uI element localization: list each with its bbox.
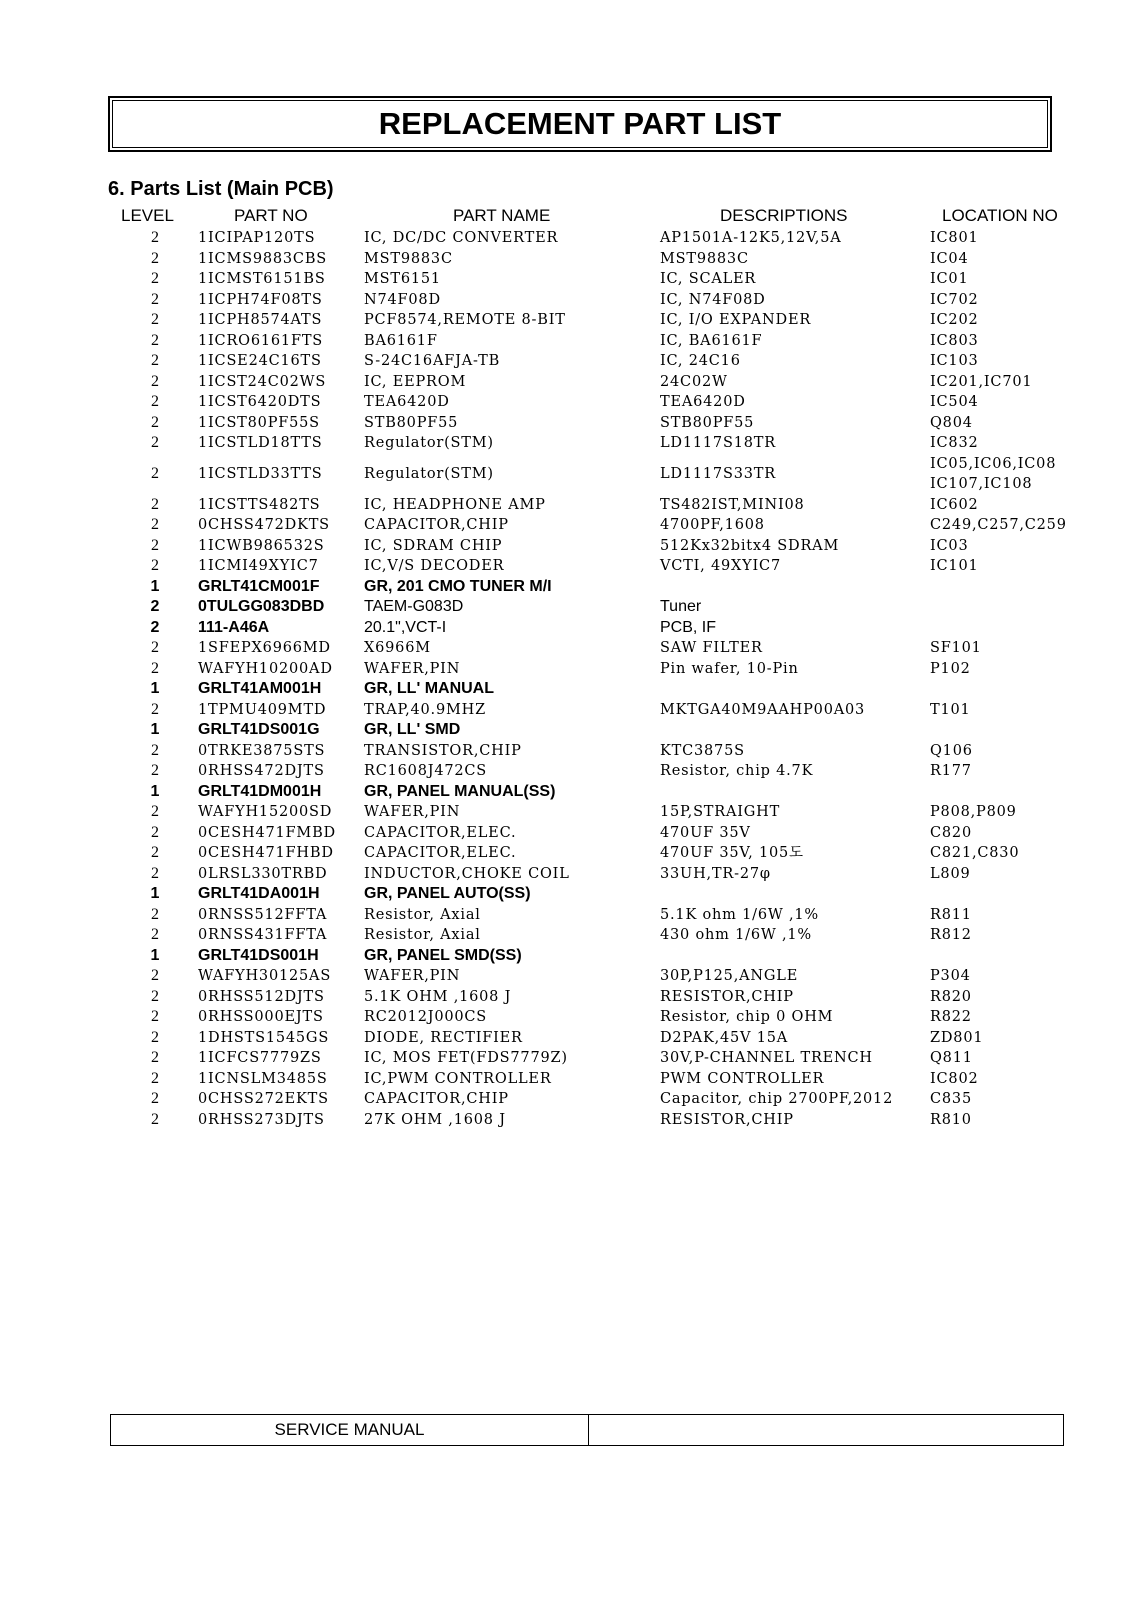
cell-description: Resistor, chip 0 OHM [660,1009,834,1025]
table-row [0,495,1131,516]
cell-level: 2 [151,557,159,574]
cell-level: 2 [151,1110,159,1128]
header-level: LEVEL [121,206,174,225]
cell-location: P808,P809 [930,804,1017,820]
cell-level: 2 [151,926,159,943]
cell-location: IC832 [930,435,979,451]
cell-part-name: IC, SDRAM CHIP [364,537,503,554]
cell-part-name: MST6151 [364,271,441,287]
cell-description: RESISTOR,CHIP [660,1111,794,1128]
table-row [0,249,1131,270]
cell-part-name: TRAP,40.9MHZ [364,701,486,718]
table-row [0,823,1131,844]
header-part-no: PART NO [234,206,308,225]
table-row [0,290,1131,311]
cell-description: 30V,P-CHANNEL TRENCH [660,1050,873,1066]
cell-part-no: 1ICMS9883CBS [198,250,328,267]
cell-part-name: Regulator(STM) [364,465,494,482]
cell-part-no: 1ICIPAP120TS [198,230,316,246]
table-row [0,1110,1131,1131]
cell-location: C820 [930,824,972,841]
cell-level: 2 [151,987,159,1005]
table-row [0,433,1131,454]
section-title: 6. Parts List (Main PCB) [108,178,334,200]
cell-level: 2 [151,762,159,779]
cell-part-name: Regulator(STM) [364,435,494,451]
cell-part-name: TAEM-G083D [364,598,464,615]
cell-part-no: 1ICST6420DTS [198,394,322,410]
cell-level: 2 [151,823,159,841]
cell-part-no: WAFYH10200AD [198,660,333,677]
cell-part-name: CAPACITOR,CHIP [364,1091,509,1107]
cell-part-name: IC,V/S DECODER [364,558,505,574]
cell-description: 430 ohm 1/6W ,1% [660,927,812,943]
cell-description: 4700PF,1608 [660,517,765,533]
cell-part-no: 1ICMI49XYIC7 [198,558,319,574]
cell-level: 2 [151,464,159,482]
cell-part-name: Resistor, Axial [364,927,481,943]
table-row [0,351,1131,372]
cell-location: IC101 [930,558,979,574]
table-row [0,515,1131,536]
cell-level: 2 [151,270,159,287]
cell-level: 2 [151,1069,159,1087]
cell-level: 2 [151,229,159,246]
cell-location: Q804 [930,414,973,431]
cell-part-no: 1ICWB986532S [198,537,325,554]
cell-level: 2 [151,372,159,390]
cell-location: R177 [930,763,972,779]
table-row [0,392,1131,413]
cell-part-name: INDUCTOR,CHOKE COIL [364,865,570,882]
cell-level: 1 [150,946,160,964]
cell-level: 2 [151,1049,159,1066]
table-row [0,925,1131,946]
cell-description: IC, SCALER [660,271,757,287]
cell-part-no: 0LRSL330TRBD [198,865,328,882]
cell-part-no: 111-A46A [198,618,270,636]
cell-part-name: IC, MOS FET(FDS7779Z) [364,1050,568,1066]
cell-level: 2 [151,905,159,923]
cell-description: Capacitor, chip 2700PF,2012 [660,1091,894,1107]
cell-level: 1 [150,680,160,697]
header-location-no: LOCATION NO [942,206,1058,225]
cell-location: C821,C830 [930,845,1020,861]
table-row [0,679,1131,700]
cell-location: P304 [930,968,971,984]
table-row [0,1048,1131,1069]
cell-part-no: GRLT41DS001H [198,946,319,964]
cell-part-no: 1ICST80PF55S [198,414,320,431]
cell-part-name: WAFER,PIN [364,660,461,677]
cell-location: IC201,IC701 [930,373,1033,390]
cell-description: VCTI, 49XYIC7 [660,558,781,574]
table-row [0,802,1131,823]
cell-part-no: 0CHSS472DKTS [198,517,330,533]
table-row [0,331,1131,352]
cell-part-name: GR, LL' MANUAL [364,680,495,697]
cell-description: MKTGA40M9AAHP00A03 [660,701,866,718]
table-row [0,1028,1131,1049]
cell-description: D2PAK,45V 15A [660,1029,789,1046]
table-row [0,905,1131,926]
table-row [0,556,1131,577]
cell-level: 2 [151,290,159,308]
cell-part-no: 1SFEPX6966MD [198,640,331,656]
cell-part-no: GRLT41CM001F [198,577,320,595]
cell-location: C835 [930,1091,972,1107]
cell-part-no: 1ICSTLD33TTS [198,465,323,482]
table-row [0,1089,1131,1110]
cell-description: 30P,P125,ANGLE [660,968,799,984]
cell-description: IC, N74F08D [660,291,766,308]
cell-part-name: N74F08D [364,291,441,308]
cell-part-no: 1ICRO6161FTS [198,332,324,349]
cell-description: TEA6420D [660,394,746,410]
cell-part-name: MST9883C [364,250,453,267]
cell-location: R812 [930,927,972,943]
cell-location: R820 [930,988,972,1005]
cell-part-name: GR, LL' SMD [364,721,461,738]
cell-location: IC03 [930,537,969,554]
cell-description: Tuner [660,598,702,615]
cell-location: C249,C257,C259 [930,517,1067,533]
cell-description: Pin wafer, 10-Pin [660,660,799,677]
cell-description: RESISTOR,CHIP [660,988,794,1005]
cell-part-name: IC,PWM CONTROLLER [364,1070,552,1087]
cell-part-no: GRLT41DS001G [198,721,320,738]
cell-location: R810 [930,1111,972,1128]
cell-description: 15P,STRAIGHT [660,804,781,820]
cell-part-no: 0RHSS512DJTS [198,988,325,1005]
cell-location: IC04 [930,250,969,267]
cell-part-name: 20.1",VCT-I [364,618,447,636]
table-row [0,638,1131,659]
footer-blank-cell [589,1415,1063,1445]
cell-part-no: GRLT41AM001H [198,680,322,697]
footer-service-manual: SERVICE MANUAL [111,1415,589,1445]
table-row [0,1069,1131,1090]
cell-part-no: 0TRKE3875STS [198,742,326,759]
cell-location: IC702 [930,291,979,308]
cell-part-no: 1ICMST6151BS [198,271,326,287]
cell-part-name: PCF8574,REMOTE 8-BIT [364,312,566,328]
cell-part-no: 0RHSS472DJTS [198,763,325,779]
table-row [0,987,1131,1008]
cell-location: R811 [930,906,972,923]
cell-part-name: IC, DC/DC CONVERTER [364,230,559,246]
table-row [0,700,1131,721]
table-header [0,206,1131,228]
cell-part-no: 0RNSS431FFTA [198,927,328,943]
cell-part-no: 0RHSS273DJTS [198,1111,325,1128]
cell-location: P102 [930,660,971,677]
cell-description: LD1117S18TR [660,435,776,451]
cell-level: 2 [151,1028,159,1046]
cell-part-name: GR, PANEL SMD(SS) [364,946,522,964]
cell-location: IC801 [930,230,979,246]
cell-description: Resistor, chip 4.7K [660,763,814,779]
cell-description: MST9883C [660,250,749,267]
table-row [0,228,1131,249]
cell-level: 2 [151,967,159,984]
page-title: REPLACEMENT PART LIST [112,100,1048,148]
cell-part-no: 0RNSS512FFTA [198,906,328,923]
cell-part-no: 1ICST24C02WS [198,373,327,390]
cell-part-name: 27K OHM ,1608 J [364,1111,506,1128]
cell-description: 24C02W [660,373,728,390]
cell-part-no: GRLT41DA001H [198,885,320,902]
cell-part-no: 1TPMU409MTD [198,701,327,718]
cell-description: TS482IST,MINI08 [660,496,805,513]
cell-part-name: CAPACITOR,ELEC. [364,824,517,841]
cell-description: PWM CONTROLLER [660,1070,825,1087]
cell-part-no: GRLT41DM001H [198,782,322,800]
cell-location: IC01 [930,271,969,287]
cell-level: 2 [150,618,160,636]
cell-description: IC, I/O EXPANDER [660,312,812,328]
cell-part-no: 1ICPH8574ATS [198,312,323,328]
cell-part-no: 0TULGG083DBD [198,598,325,615]
cell-location: ZD801 [930,1029,984,1046]
cell-part-name: X6966M [364,640,431,656]
cell-level: 1 [150,721,160,738]
table-row [0,884,1131,905]
table-row [0,966,1131,987]
cell-description: 512Kx32bitx4 SDRAM [660,537,840,554]
cell-part-no: WAFYH15200SD [198,804,333,820]
cell-part-name: TEA6420D [364,394,450,410]
cell-location: R822 [930,1009,972,1025]
cell-location: SF101 [930,640,982,656]
cell-level: 2 [151,516,159,533]
table-row [0,372,1131,393]
cell-level: 1 [150,782,160,800]
table-row [0,864,1131,885]
table-row [0,782,1131,803]
table-row [0,454,1131,495]
cell-location: IC504 [930,394,979,410]
cell-level: 1 [150,885,160,902]
table-row [0,310,1131,331]
cell-level: 2 [151,352,159,369]
table-row [0,618,1131,639]
cell-description: IC, 24C16 [660,353,741,369]
table-row [0,946,1131,967]
cell-level: 2 [151,434,159,451]
cell-level: 2 [151,393,159,410]
cell-part-name: GR, 201 CMO TUNER M/I [364,577,552,595]
cell-level: 2 [151,700,159,718]
cell-description: SAW FILTER [660,640,763,656]
cell-part-name: Resistor, Axial [364,906,481,923]
table-row [0,659,1131,680]
cell-part-name: DIODE, RECTIFIER [364,1029,523,1046]
cell-part-name: TRANSISTOR,CHIP [364,742,522,759]
cell-part-name: RC2012J000CS [364,1009,488,1025]
cell-location: IC802 [930,1070,979,1087]
cell-part-no: WAFYH30125AS [198,968,332,984]
table-row [0,1007,1131,1028]
cell-location: Q811 [930,1050,973,1066]
cell-part-name: 5.1K OHM ,1608 J [364,988,512,1005]
cell-level: 2 [151,659,159,677]
cell-part-name: CAPACITOR,ELEC. [364,845,517,861]
table-row [0,597,1131,618]
cell-location: Q106 [930,742,973,759]
cell-description: STB80PF55 [660,414,755,431]
cell-part-no: 1DHSTS1545GS [198,1029,330,1046]
cell-part-name: STB80PF55 [364,414,459,431]
cell-part-no: 1ICSTLD18TTS [198,435,323,451]
cell-part-name: IC, HEADPHONE AMP [364,496,546,513]
parts-table [0,228,1131,1130]
cell-level: 2 [150,598,160,615]
cell-description: PCB, IF [660,618,717,636]
cell-part-no: 0CESH471FMBD [198,824,336,841]
cell-description: IC, BA6161F [660,332,763,349]
cell-level: 2 [151,741,159,759]
table-row [0,741,1131,762]
cell-part-name: BA6161F [364,332,438,349]
cell-description: LD1117S33TR [660,465,776,482]
cell-part-name: WAFER,PIN [364,804,461,820]
cell-part-no: 1ICFCS7779ZS [198,1050,322,1066]
cell-part-name: S-24C16AFJA-TB [364,353,501,369]
cell-level: 2 [151,803,159,820]
table-row [0,720,1131,741]
cell-part-no: 1ICSE24C16TS [198,353,322,369]
cell-part-name: GR, PANEL MANUAL(SS) [364,782,556,800]
cell-description: 5.1K ohm 1/6W ,1% [660,906,819,923]
cell-level: 2 [151,413,159,431]
cell-description: AP1501A-12K5,12V,5A [660,230,842,246]
header-part-name: PART NAME [453,206,551,225]
cell-part-no: 1ICNSLM3485S [198,1070,328,1087]
title-box [108,96,1052,152]
cell-description: 470UF 35V, 105도 [660,845,804,861]
cell-part-no: 0CESH471FHBD [198,845,334,861]
cell-location: L809 [930,865,971,882]
cell-description: KTC3875S [660,742,745,759]
cell-level: 2 [151,311,159,328]
cell-part-name: GR, PANEL AUTO(SS) [364,885,531,902]
cell-part-no: 1ICPH74F08TS [198,291,323,308]
cell-part-no: 1ICSTTS482TS [198,496,321,513]
cell-description: 470UF 35V [660,824,751,841]
table-row [0,536,1131,557]
cell-level: 2 [151,331,159,349]
cell-level: 2 [151,495,159,513]
cell-location: IC202 [930,312,979,328]
cell-level: 1 [150,577,160,595]
table-row [0,577,1131,598]
cell-location: IC602 [930,496,979,513]
cell-location: IC05,IC06,IC08 IC107,IC108 [930,455,1057,492]
cell-part-name: CAPACITOR,CHIP [364,517,509,533]
footer [110,1414,1064,1446]
cell-part-name: IC, EEPROM [364,373,467,390]
cell-location: IC803 [930,332,979,349]
table-row [0,761,1131,782]
cell-description: 33UH,TR-27φ [660,865,771,882]
header-descriptions: DESCRIPTIONS [720,206,848,225]
cell-location: IC103 [930,353,979,369]
table-row [0,413,1131,434]
cell-part-name: RC1608J472CS [364,763,488,779]
cell-level: 2 [151,536,159,554]
cell-level: 2 [151,1008,159,1025]
table-row [0,843,1131,864]
cell-part-no: 0RHSS000EJTS [198,1009,324,1025]
cell-level: 2 [151,249,159,267]
cell-level: 2 [151,844,159,861]
table-row [0,269,1131,290]
cell-level: 2 [151,639,159,656]
cell-part-name: WAFER,PIN [364,968,461,984]
cell-part-no: 0CHSS272EKTS [198,1091,329,1107]
cell-location: T101 [930,701,971,718]
cell-level: 2 [151,1090,159,1107]
cell-level: 2 [151,864,159,882]
